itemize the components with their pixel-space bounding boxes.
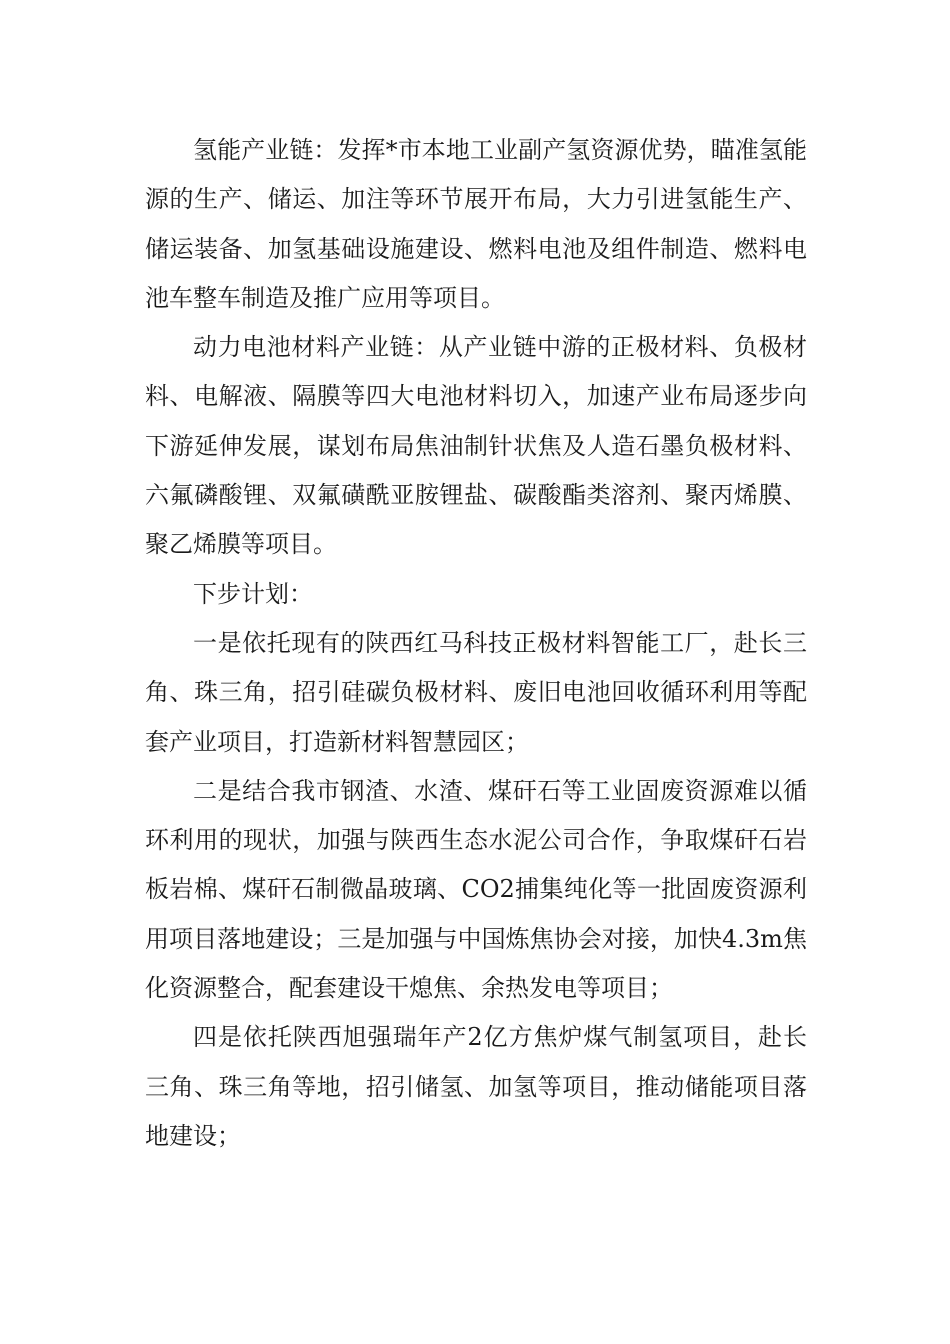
paragraph-hydrogen-chain: 氢能产业链：发挥*市本地工业副产氢资源优势，瞄准氢能源的生产、储运、加注等环节展开布局，大力引进氢能生产、储运装备、加氢基础设施建设、燃料电池及组件制造、燃料电池车整车制造及推广应用等项目。	[145, 136, 807, 312]
paragraph-next-steps-heading: 下步计划：	[193, 579, 313, 608]
paragraph-plan-one: 一是依托现有的陕西红马科技正极材料智能工厂，赴长三角、珠三角，招引硅碳负极材料、废旧电池回收循环利用等配套产业项目，打造新材料智慧园区；	[145, 628, 807, 756]
document-body	[145, 126, 807, 1161]
paragraph-battery-materials-chain: 动力电池材料产业链：从产业链中游的正极材料、负极材料、电解液、隔膜等四大电池材料切入，加速产业布局逐步向下游延伸发展，谋划布局焦油制针状焦及人造石墨负极材料、六氟磷酸锂、双氟磺酰亚胺锂盐、碳酸酯类溶剂、聚丙烯膜、聚乙烯膜等项目。	[145, 333, 807, 559]
paragraph-plan-four: 四是依托陕西旭强瑞年产2亿方焦炉煤气制氢项目，赴长三角、珠三角等地，招引储氢、加氢等项目，推动储能项目落地建设；	[145, 1023, 807, 1150]
paragraph-plan-two-three: 二是结合我市钢渣、水渣、煤矸石等工业固废资源难以循环利用的现状，加强与陕西生态水泥公司合作，争取煤矸石岩板岩棉、煤矸石制微晶玻璃、CO2捕集纯化等一批固废资源利用项目落地建设；三是加强与中国炼焦协会对接，加快4.3m焦化资源整合，配套建设干熄焦、余热发电等项目；	[145, 776, 807, 1003]
